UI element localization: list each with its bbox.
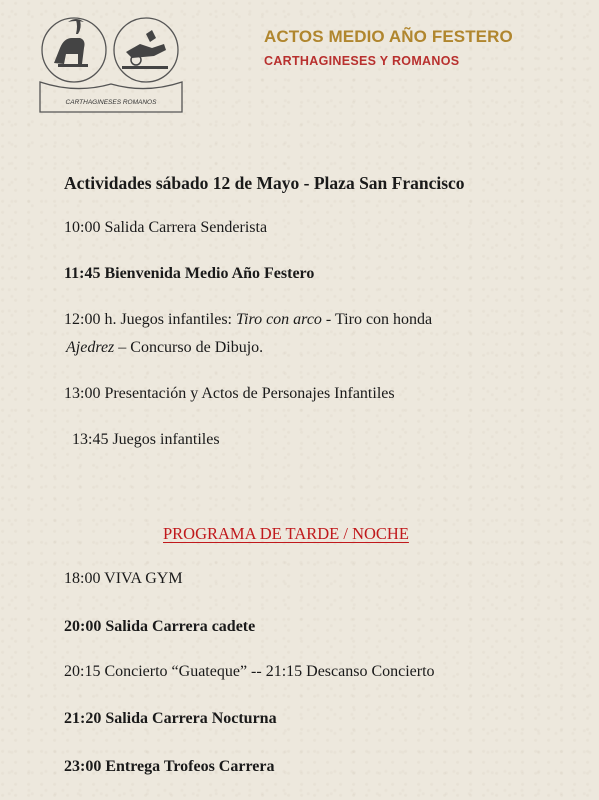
schedule-item: 18:00 VIVA GYM bbox=[64, 570, 183, 587]
schedule-item: 21:20 Salida Carrera Nocturna bbox=[64, 710, 277, 727]
schedule-item: 10:00 Salida Carrera Senderista bbox=[64, 219, 268, 236]
header-title: ACTOS MEDIO AÑO FESTERO bbox=[264, 27, 513, 46]
schedule-item: 11:45 Bienvenida Medio Año Festero bbox=[64, 265, 315, 282]
festival-logo bbox=[36, 8, 186, 118]
item-italic: Tiro con arco bbox=[235, 311, 322, 328]
schedule-item: 13:00 Presentación y Actos de Personajes Infantiles bbox=[64, 385, 395, 402]
schedule-item bbox=[66, 339, 263, 357]
banner-icon bbox=[40, 82, 182, 112]
svg-text:CARTHAGINESES ROMANOS: CARTHAGINESES ROMANOS bbox=[65, 99, 157, 106]
item-prefix: 12:00 h. Juegos infantiles: bbox=[64, 311, 236, 328]
item-rest: - Tiro con honda bbox=[321, 311, 433, 328]
header-subtitle: CARTHAGINESES Y ROMANOS bbox=[264, 54, 460, 68]
item-italic: Ajedrez bbox=[66, 339, 115, 356]
morning-heading: Actividades sábado 12 de Mayo - Plaza San Francisco bbox=[64, 173, 465, 193]
schedule-item: 23:00 Entrega Trofeos Carrera bbox=[64, 758, 275, 775]
evening-title: PROGRAMA DE TARDE / NOCHE bbox=[163, 524, 409, 543]
schedule-item: 20:15 Concierto “Guateque” -- 21:15 Descanso Concierto bbox=[64, 663, 435, 680]
item-rest: – Concurso de Dibujo. bbox=[114, 339, 264, 356]
schedule-item: 13:45 Juegos infantiles bbox=[72, 431, 220, 448]
schedule-item bbox=[64, 311, 432, 329]
schedule-item: 20:00 Salida Carrera cadete bbox=[64, 618, 256, 635]
